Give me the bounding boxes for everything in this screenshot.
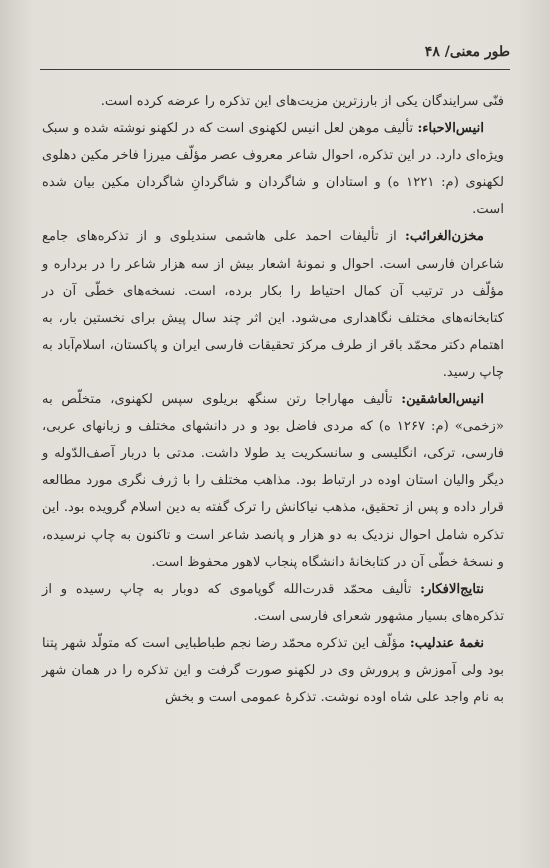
paragraph-text: فنّی سرایندگان یکی از بارزترین مزیت‌های این تذکره را عرضه کرده است.: [100, 94, 504, 109]
paragraph-anis-al-asheqin: [42, 386, 504, 576]
entry-title: نتایج‌الافکار:: [420, 581, 484, 597]
paragraph-text: تألیف موهن لعل انیس لکهنوی است که در لکهنو نوشته شده و سبک ویژه‌ای دارد. در این تذکره، احوال شاعر معروف عصر مؤلّف میرزا فاخر مکین دهلوی لکهنوی (م: ۱۲۲۱ ه) و استادان و شاگردان و شاگردانِ شاگردان مکین بیان شده است.: [42, 121, 504, 218]
paragraph-makhzan-al-gharaib: [42, 223, 504, 386]
entry-title: مخزن‌الغرائب:: [404, 229, 484, 245]
entry-title: نغمهٔ عندلیب:: [409, 635, 485, 651]
paragraph-text: از تألیفات احمد علی هاشمی سندیلوی و از تذکره‌های جامع شاعران فارسی است. احوال و نمونهٔ اشعار بیش از سه هزار شاعر را در برداره و مؤلّف در ترتیب آن کمال احتیاط را بکار برده، است. نسخه‌های خطّی آن در کتابخانه‌های مختلف نگاهداری می‌شود. این اثر چند سال پیش برای نخستین بار، به اهتمام دکتر محمّد باقر از طرف مرکز تحقیقات فارسی ایران و پاکستان، اسلام‌آباد به چاپ رسید.: [42, 229, 504, 380]
page-body: [42, 88, 504, 850]
paragraph-text: تألیف محمّد قدرت‌الله گوپاموی که دوبار به چاپ رسیده و از تذکره‌های بسیار مشهور شعرای فارسی است.: [42, 581, 504, 624]
paragraph-1: [42, 88, 504, 115]
header-rule: [40, 69, 510, 70]
entry-title: انیس‌العاشقین:: [401, 392, 484, 408]
entry-title: انیس‌الاحباء:: [417, 121, 484, 137]
running-head: طور معنی/ ۴۸: [424, 44, 510, 60]
paragraph-nataij-al-afkar: [42, 576, 504, 630]
paragraph-text: مؤلّف این تذکره محمّد رضا نجم طباطبایی است که متولّد شهر پتنا بود ولی آموزش و پرورش وی در لکهنو صورت گرفت و این تذکره را در همان شهر به نام واجد علی شاه اوده نوشت. تذکرهٔ عمومی است و بخش: [42, 635, 504, 706]
paragraph-naghme-andalib: [42, 630, 504, 711]
page-header: [40, 42, 510, 68]
paragraph-text: تألیف مهاراجا رتن سنگھ بریلوی سپس لکهنوی، متخلّص به «زخمی» (م: ۱۲۶۷ ه) که مردی فاضل بود و در دانشهای مختلف و زبانهای عربی، فارسی، ترکی، انگلیسی و سانسکریت ید طولا داشت. مدتی با دربار آصف‌الدّوله و دیگر والیان استان اوده در ارتباط بود. مذاهب مختلف را با ژرف نگری مورد مطالعه قرار داده و پس از تحقیق، مذهب نیاکانش را ترک گفته به دین اسلام گرویده بود. این تذکره شامل احوال نزدیک به دو هزار و پانصد شاعر است و تاکنون به چاپ نرسیده، و نسخهٔ خطّی آن در کتابخانهٔ دانشگاه پنجاب لاهور محفوظ است.: [42, 392, 504, 570]
paragraph-anis-al-ahibba: [42, 115, 504, 223]
